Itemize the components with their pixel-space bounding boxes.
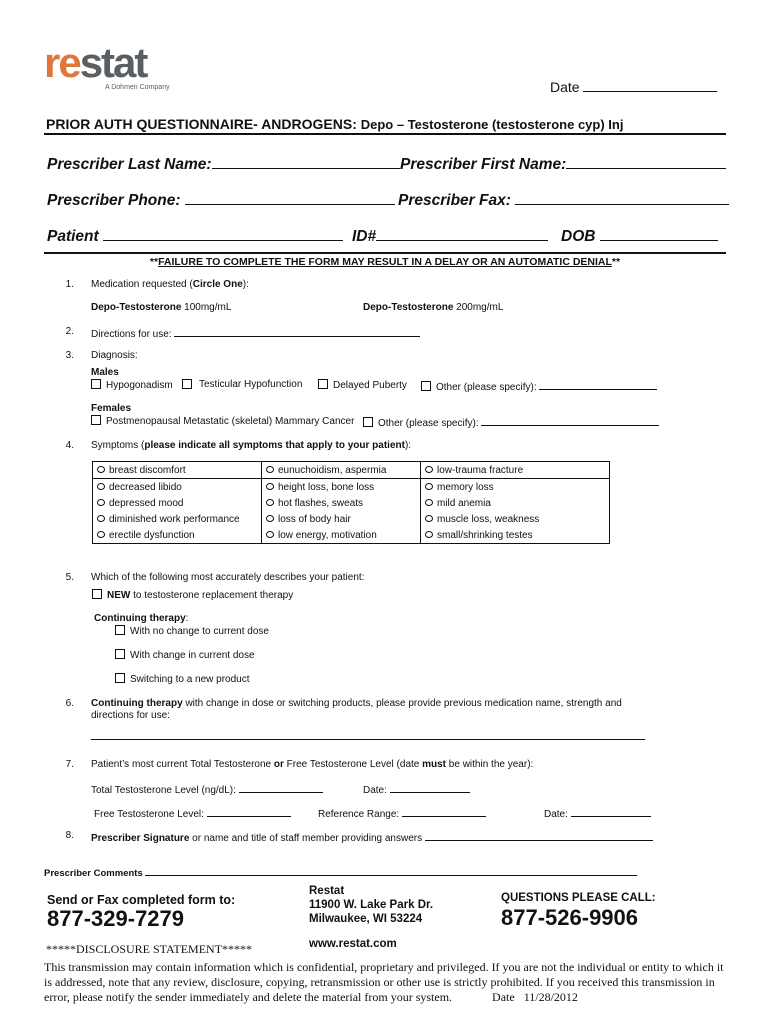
q1-text: Medication requested (Circle One): [91,279,249,290]
cont-change-option[interactable]: With change in current dose [115,649,255,661]
cont-switch-option[interactable]: Switching to a new product [115,673,250,685]
q4-number: 4. [65,440,74,451]
checkbox[interactable] [92,589,102,599]
checkbox[interactable] [318,379,328,389]
checkbox[interactable] [115,625,125,635]
symptom-cell[interactable]: hot flashes, sweats [262,495,421,511]
disclosure-date: 11/28/2012 [523,990,578,1004]
q5-new-option[interactable]: NEW to testosterone replacement therapy [92,589,293,601]
disclosure-date-label: Date [492,990,515,1004]
q3-text: Diagnosis: [91,350,138,361]
dob-line[interactable] [600,228,718,241]
q6-text2: directions for use: [91,710,170,721]
symptom-cell[interactable]: depressed mood [93,495,262,511]
signature-line[interactable] [425,830,653,841]
title-divider [44,133,726,135]
q1-option-100[interactable]: Depo-Testosterone 100mg/mL [91,302,232,313]
total-line[interactable] [239,782,323,793]
q5-number: 5. [65,572,74,583]
males-delayed-puberty[interactable]: Delayed Puberty [318,379,407,391]
id-field[interactable]: ID# [352,228,548,246]
symptom-cell[interactable]: small/shrinking testes [421,527,610,544]
prescriber-fax-field[interactable]: Prescriber Fax: [398,192,729,210]
q3-number: 3. [65,350,74,361]
q2-directions-field[interactable]: Directions for use: [91,326,420,340]
symptom-cell[interactable]: mild anemia [421,495,610,511]
checkbox[interactable] [91,415,101,425]
table-row [93,462,610,479]
table-row [93,527,610,544]
females-heading: Females [91,403,132,414]
table-row [93,511,610,527]
radio-circle[interactable] [97,515,105,522]
reference-range-field[interactable]: Reference Range: [318,806,486,820]
company-name: Restat [309,885,345,897]
warning-banner: **FAILURE TO COMPLETE THE FORM MAY RESULT IN A DELAY OR AN AUTOMATIC DENIAL** [44,252,726,268]
symptom-cell[interactable]: erectile dysfunction [93,527,262,544]
prescriber-comments-field[interactable]: Prescriber Comments [44,865,637,879]
q6-number: 6. [65,698,74,709]
send-fax-label: Send or Fax completed form to: [47,893,236,907]
symptom-cell[interactable]: memory loss [421,479,610,496]
males-heading: Males [91,367,119,378]
q6-answer-line[interactable] [91,739,645,740]
q7-number: 7. [65,759,74,770]
q6-text: Continuing therapy with change in dose or switching products, please provide previous medication name, strength and [91,698,622,709]
radio-circle[interactable] [266,515,274,522]
checkbox[interactable] [363,417,373,427]
symptom-cell[interactable]: loss of body hair [262,511,421,527]
restat-logo: restat [44,39,147,86]
radio-circle[interactable] [97,531,105,538]
q1-option-200[interactable]: Depo-Testosterone 200mg/mL [363,302,504,313]
page-title: PRIOR AUTH QUESTIONNAIRE- ANDROGENS: Depo – Testosterone (testosterone cyp) Inj [46,116,624,132]
checkbox[interactable] [115,673,125,683]
radio-circle[interactable] [425,466,433,473]
date-line[interactable] [583,79,717,92]
q4-text: Symptoms (please indicate all symptoms that apply to your patient): [91,440,412,451]
continuing-therapy-heading: Continuing therapy: [94,613,189,624]
last-name-line[interactable] [212,156,400,169]
males-testicular[interactable]: Testicular Hypofunction [199,379,303,390]
radio-circle[interactable] [266,466,274,473]
disclosure-statement: This transmission may contain information which is confidential, proprietary and privileged. If you are not the individual or entity to which it is addressed, note that any review, disclosure, copying, retransmission or other use is strictly prohibited. If you received this transmission in error, please notify the sender immediately and delete the material from your system. Date 11/28/2012 [44,960,724,1004]
q5-text: Which of the following most accurately describes your patient: [91,572,365,583]
fax-number: 877-329-7279 [47,906,185,931]
q7-text: Patient’s most current Total Testosterone or Free Testosterone Level (date must be within the year): [91,759,534,770]
first-name-line[interactable] [566,156,726,169]
company-address [309,884,433,926]
checkbox-box[interactable] [182,379,192,389]
total-date-line[interactable] [390,782,470,793]
date-field[interactable]: Date [550,79,717,95]
disclosure-title: *****DISCLOSURE STATEMENT***** [46,942,253,956]
females-other-line[interactable] [481,415,659,426]
females-other[interactable]: Other (please specify): [363,415,659,429]
males-other-line[interactable] [539,379,657,390]
questions-label: QUESTIONS PLEASE CALL: [501,892,656,904]
symptom-cell[interactable]: breast discomfort [93,462,262,479]
free-line[interactable] [207,806,291,817]
id-line[interactable] [376,228,548,241]
signature-field[interactable]: Prescriber Signature or name and title of staff member providing answers [91,830,653,844]
free-date-field[interactable]: Date: [544,806,651,820]
prescriber-first-name-field[interactable]: Prescriber First Name: [400,156,726,174]
patient-line[interactable] [103,228,343,241]
website-link[interactable]: www.restat.com [309,938,397,950]
radio-circle[interactable] [425,531,433,538]
table-row [93,479,610,496]
free-testosterone-field[interactable]: Free Testosterone Level: [94,806,291,820]
directions-line[interactable] [174,326,420,337]
symptom-cell[interactable]: low energy, motivation [262,527,421,544]
dob-field[interactable]: DOB [561,228,718,246]
females-postmenopausal[interactable]: Postmenopausal Metastatic (skeletal) Mammary Cancer [91,415,354,427]
checkbox[interactable] [91,379,101,389]
address-line-1: 11900 W. Lake Park Dr. [309,899,434,911]
phone-line[interactable] [185,192,395,205]
fax-line[interactable] [515,192,729,205]
prescriber-last-name-field[interactable]: Prescriber Last Name: [47,156,400,174]
comments-line[interactable] [145,865,637,876]
radio-circle[interactable] [425,515,433,522]
radio-circle[interactable] [97,499,105,506]
q1-number: 1. [65,279,74,290]
radio-circle[interactable] [425,483,433,490]
table-row [93,495,610,511]
males-hypogonadism[interactable]: Hypogonadism [91,379,173,391]
address-line-2: Milwaukee, WI 53224 [309,913,423,925]
checkbox[interactable] [115,649,125,659]
checkbox[interactable] [182,379,197,391]
radio-circle[interactable] [425,499,433,506]
total-date-field[interactable]: Date: [363,782,470,796]
q2-number: 2. [65,326,74,337]
cont-no-change-option[interactable]: With no change to current dose [115,625,269,637]
questions-phone-number: 877-526-9906 [501,905,639,930]
symptom-cell[interactable]: eunuchoidism, aspermia [262,462,421,479]
radio-circle[interactable] [97,483,105,490]
total-testosterone-field[interactable]: Total Testosterone Level (ng/dL): [91,782,323,796]
logo-tagline: A Dohmen Company [105,84,170,91]
symptom-cell[interactable]: diminished work performance [93,511,262,527]
radio-circle[interactable] [266,531,274,538]
radio-circle[interactable] [266,483,274,490]
ref-line[interactable] [402,806,486,817]
prescriber-phone-field[interactable]: Prescriber Phone: [47,192,395,210]
symptom-cell[interactable]: decreased libido [93,479,262,496]
free-date-line[interactable] [571,806,651,817]
checkbox[interactable] [421,381,431,391]
radio-circle[interactable] [266,499,274,506]
males-other[interactable]: Other (please specify): [421,379,657,393]
symptoms-table [92,461,610,544]
symptom-cell[interactable]: height loss, bone loss [262,479,421,496]
radio-circle[interactable] [97,466,105,473]
q8-number: 8. [65,830,74,841]
symptom-cell[interactable]: muscle loss, weakness [421,511,610,527]
symptom-cell[interactable]: low-trauma fracture [421,462,610,479]
patient-field[interactable]: Patient [47,228,343,246]
